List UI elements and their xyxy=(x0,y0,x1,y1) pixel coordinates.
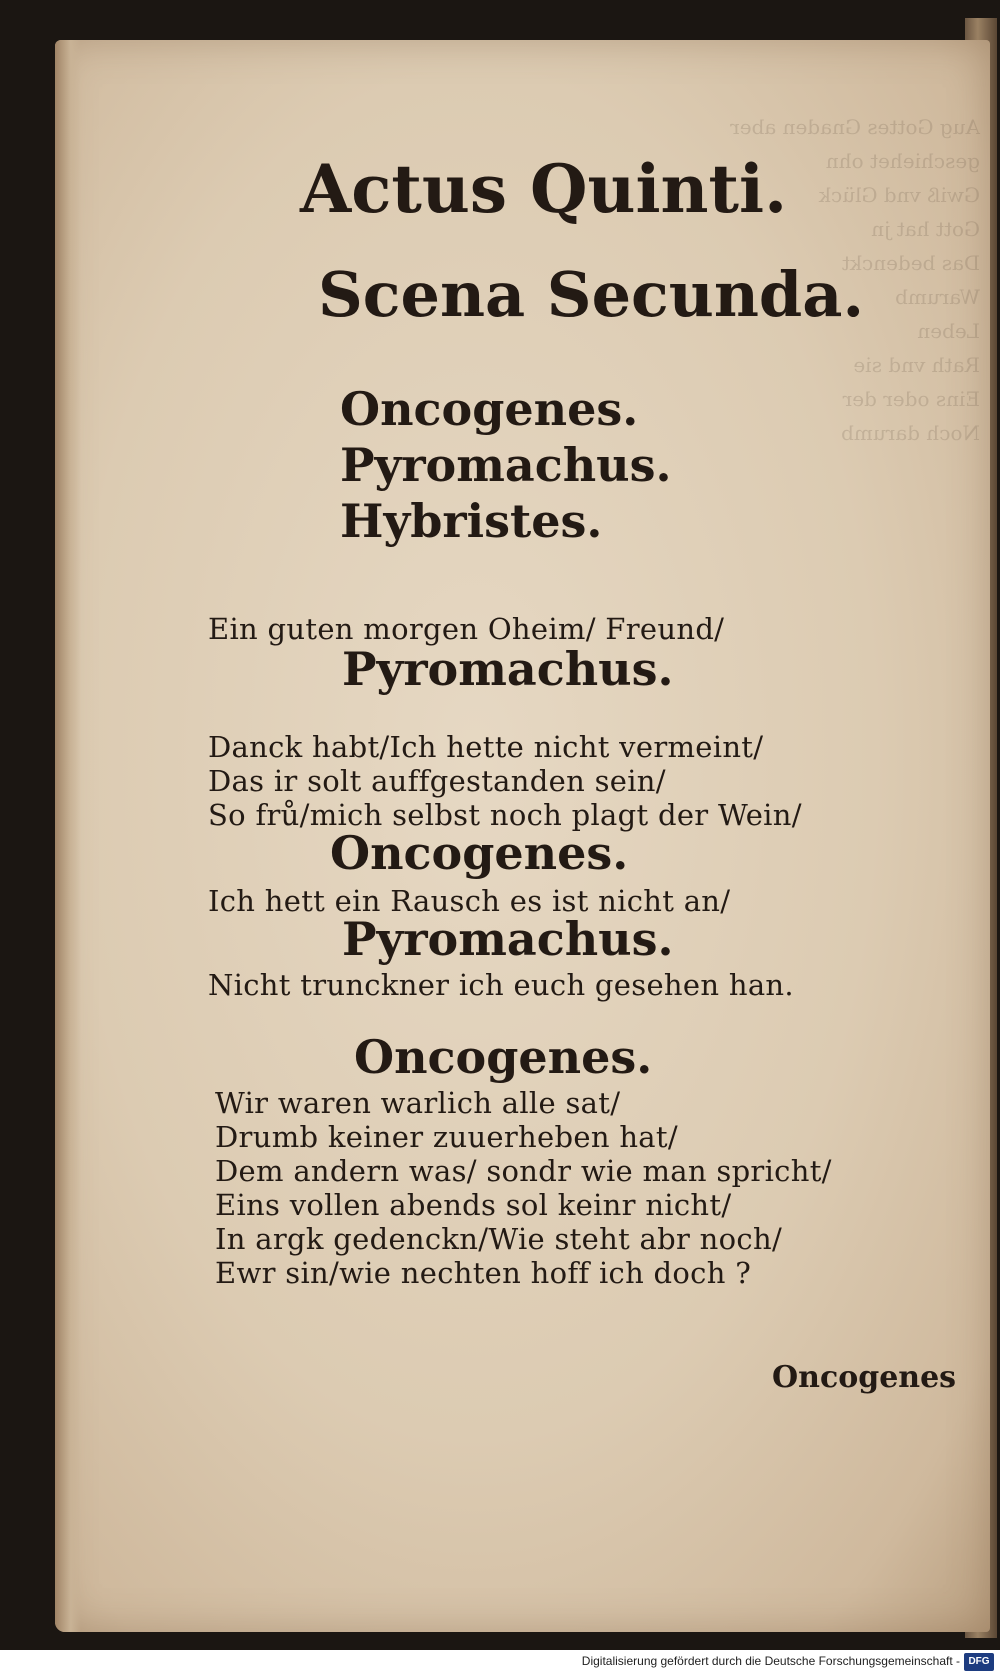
act-title: Actus Quinti. xyxy=(300,150,788,228)
verse-line: Das ir solt auffgestanden sein/ xyxy=(208,764,666,798)
verse-line: Ein guten morgen Oheim/ Freund/ xyxy=(208,612,725,646)
verse-line: Dem andern was/ sondr wie man spricht/ xyxy=(215,1154,832,1188)
verse-line: So frů/mich selbst noch plagt der Wein/ xyxy=(208,798,802,832)
verse-line: Nicht trunckner ich euch gesehen han. xyxy=(208,968,794,1002)
cast-member: Oncogenes. xyxy=(340,382,639,436)
cast-member: Pyromachus. xyxy=(340,438,672,492)
verse-line: Eins vollen abends sol keinr nicht/ xyxy=(215,1188,732,1222)
cast-member: Hybristes. xyxy=(340,494,603,548)
speaker-name: Oncogenes. xyxy=(330,826,629,880)
speaker-name: Oncogenes. xyxy=(354,1030,653,1084)
verse-line: Wir waren warlich alle sat/ xyxy=(215,1086,621,1120)
verse-line: Drumb keiner zuuerheben hat/ xyxy=(215,1120,678,1154)
speaker-name: Pyromachus. xyxy=(342,642,674,696)
dfg-logo-icon: DFG xyxy=(964,1653,994,1671)
speaker-name: Pyromachus. xyxy=(342,912,674,966)
catchword: Oncogenes xyxy=(772,1360,957,1395)
verse-line: Danck habt/Ich hette nicht vermeint/ xyxy=(208,730,764,764)
scene-title: Scena Secunda. xyxy=(318,258,865,331)
footer-bar xyxy=(0,1650,1000,1676)
verse-line: Ich hett ein Rausch es ist nicht an/ xyxy=(208,884,731,918)
funding-credit: Digitalisierung gefördert durch die Deutsche Forschungsgemeinschaft - xyxy=(581,1654,960,1668)
verse-line: In argk gedenckn/Wie steht abr noch/ xyxy=(215,1222,783,1256)
verse-line: Ewr sin/wie nechten hoff ich doch ? xyxy=(215,1256,752,1290)
